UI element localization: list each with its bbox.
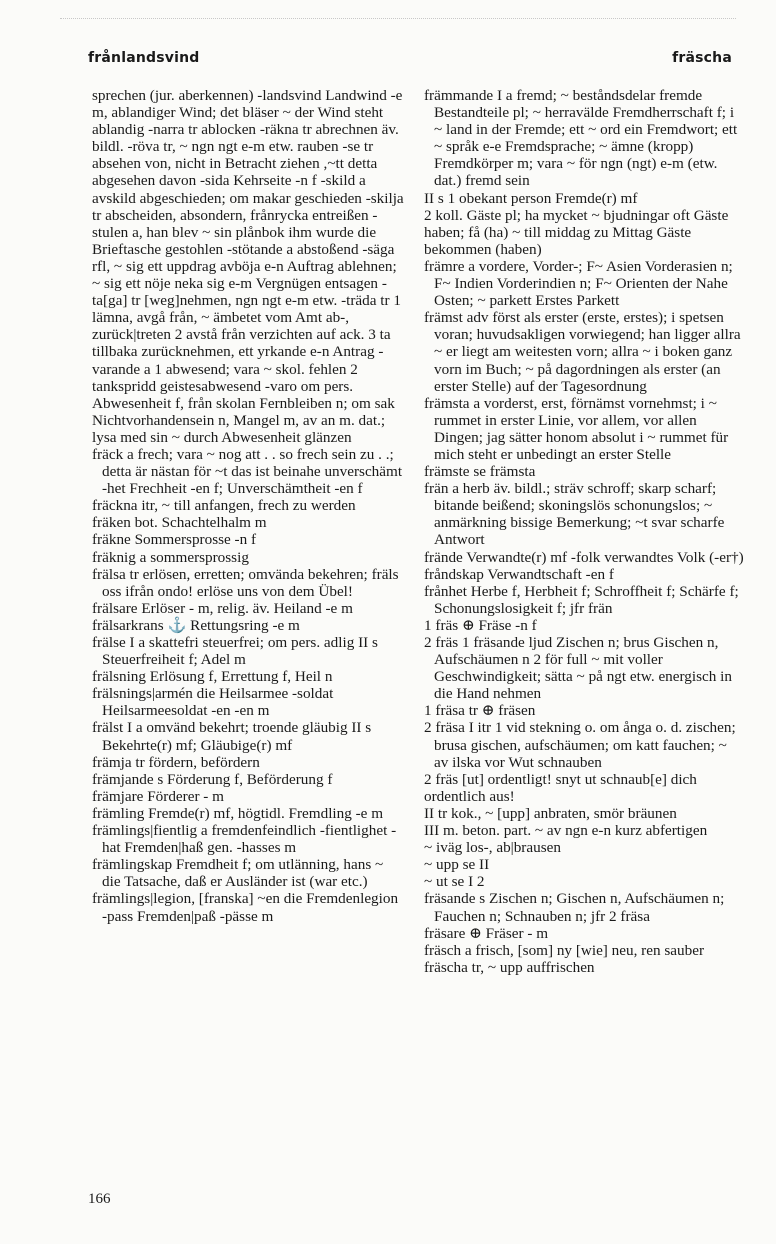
dictionary-entry: främling Fremde(r) mf, högtidl. Fremdling -e m [92,804,384,822]
dictionary-entry: främst adv först als erster (erste, erstes); i spetsen voran; huvudsakligen vorwiegend; han ligger allra ~ er liegt am weitesten vorn; allra ~ i boken ganz vorn im Buch; ~ på dagordningen als erster (an erster Stelle) auf der Tagesordnung [424,309,741,395]
right-column [424,87,744,976]
dictionary-entry: frånhet Herbe f, Herbheit f; Schroffheit f; Schärfe f; Schonungslosigkeit f; jfr frän [424,582,739,617]
dictionary-entry: främre a vordere, Vorder-; F~ Asien Vorderasien n; F~ Indien Vorderindien n; F~ Orienten der Nahe Osten; ~ parkett Erstes Parkett [424,257,733,310]
dictionary-subentry: 2 fräs [ut] ordentligt! snyt ut schnaub[e] dich ordentlich aus! [424,770,697,805]
dictionary-entry: 1 fräs ⊕ Fräse -n f [424,616,537,634]
dictionary-entry: 2 fräs 1 fräsande ljud Zischen n; brus Gischen n, Aufschäumen n 2 för full ~ mit voller Geschwindigkeit; sätta ~ på ngt etw. energisch in die Hand nehmen [424,634,732,703]
dictionary-entry: frälsarkrans ⚓ Rettungsring -e m [92,616,300,634]
dictionary-subentry: 2 koll. Gäste pl; ha mycket ~ bjudningar oft Gäste haben; få (ha) ~ till middag zu Mittag Gäste bekommen (haben) [424,206,729,258]
dictionary-entry: fräken bot. Schachtelhalm m [92,514,267,532]
top-rule [60,18,736,20]
dictionary-entry: fräknig a sommersprossig [92,548,249,566]
page-number: 166 [88,1191,111,1207]
dictionary-entry: främlings|fientlig a fremdenfeindlich -fientlighet -hat Fremden|haß gen. -hasses m [92,822,397,857]
dictionary-entry: främmande I a fremd; ~ beståndsdelar fremde Bestandteile pl; ~ herravälde Fremdherrschaft f; i ~ land in der Fremde; ett ~ ord ein Fremdwort; ett ~ språk e-e Fremdsprache; ~ ämne (kropp) Fremdkörper m; vara ~ för ngn (ngt) e-m (etw. dat.) fremd sein [424,87,738,190]
dictionary-entry: frälsnings|armén die Heilsarmee -soldat Heilsarmeesoldat -en -en m [92,685,334,720]
dictionary-entry: fräsande s Zischen n; Gischen n, Aufschäumen n; Fauchen n; Schnauben n; jfr 2 fräsa [424,890,725,925]
dictionary-entry: 2 fräsa I itr 1 vid stekning o. om ånga o. d. zischen; brusa gischen, aufschäumen; om katt fauchen; ~ av ilska vor Wut schnauben [424,719,736,771]
dictionary-entry: frälsa tr erlösen, erretten; omvända bekehren; fräls oss ifrån ondo! erlöse uns von dem Übel! [92,565,399,600]
dictionary-subentry: II tr kok., ~ [upp] anbraten, smör bräunen [424,804,677,822]
dictionary-subentry: ~ iväg los-, ab|brausen [424,839,561,857]
dictionary-entry: fräck a frech; vara ~ nog att . . so frech sein zu . .; detta är nästan för ~t das ist beinahe unverschämt -het Frechheit -en f; Unverschämtheit -en f [92,445,403,498]
dictionary-entry: frälse I a skattefri steuerfrei; om pers. adlig II s Steuerfreiheit f; Adel m [92,634,378,669]
right-running-headword: fräscha [672,50,732,66]
dictionary-entry: fräkne Sommersprosse -n f [92,531,257,549]
dictionary-subentry: ~ ut se I 2 [424,873,485,891]
dictionary-entry: frände Verwandte(r) mf -folk verwandtes Volk (-er†) [424,548,744,566]
dictionary-subentry: III m. beton. part. ~ av ngn e-n kurz abfertigen [424,822,708,840]
dictionary-entry: frälst I a omvänd bekehrt; troende gläubig II s Bekehrte(r) mf; Gläubige(r) mf [92,719,372,754]
dictionary-entry: sprechen (jur. aberkennen) -landsvind Landwind -e m, ablandiger Wind; det bläser ~ der Wind steht ablandig -narra tr ablocken -räkna tr abrechnen äv. bildl. -röva tr, ~ ngn ngt e-m etw. rauben -se tr absehen von, nicht in Betracht ziehen ,~tt detta abgesehen davon -sida Kehrseite -n f -skild a avskild abgeschieden; om makar geschieden -skilja tr abscheiden, absondern, frånrycka entreißen -stulen a, han blev ~ sin plånbok ihm wurde die Brieftasche gestohlen -stötande a abstoßend -säga rfl, ~ sig ett uppdrag avböja e-n Auftrag ablehnen; ~ sig ett nöje neka sig e-m Vergnügen entsagen -ta[ga] tr [weg]nehmen, ngn ngt e-m etw. -träda tr 1 lämna, avgå från, ~ ämbetet vom Amt ab-, zurück|treten 2 avstå från verzichten auf ack. 3 ta tillbaka zurücknehmen, ett yrkande e-n Antrag -varande a 1 abwesend; vara ~ skol. fehlen 2 tankspridd geistesabwesend -varo om pers. Abwesenheit f, från skolan Fernbleiben n; om sak Nichtvorhandensein n, Mangel m, av an m. dat.; lysa med sin ~ durch Abwesenheit glänzen [92,87,404,446]
dictionary-entry: främste se främsta [424,463,536,481]
dictionary-subentry: II s 1 obekant person Fremde(r) mf [424,189,638,207]
dictionary-entry: fräsch a frisch, [som] ny [wie] neu, ren sauber [424,941,705,959]
dictionary-entry: frälsning Erlösung f, Errettung f, Heil n [92,668,333,686]
dictionary-entry: främjare Förderer - m [92,787,224,805]
dictionary-entry: fråndskap Verwandtschaft -en f [424,565,614,583]
dictionary-entry: fräsare ⊕ Fräser - m [424,924,549,942]
dictionary-entry: fräscha tr, ~ upp auffrischen [424,958,595,976]
dictionary-entry: frän a herb äv. bildl.; sträv schroff; skarp scharf; bitande beißend; skoningslös schonungslos; ~ anmärkning bissige Bemerkung; ~t svar scharfe Antwort [424,480,725,549]
dictionary-subentry: ~ upp se II [424,856,490,874]
dictionary-entry: 1 fräsa tr ⊕ fräsen [424,702,536,720]
dictionary-entry: främsta a vorderst, erst, förnämst vornehmst; i ~ rummet in erster Linie, vor allem, vor allen Dingen; jag sätter honom absolut i ~ rummet für mich steht er unbedingt an erster Stelle [424,394,729,463]
dictionary-entry: frälsare Erlöser - m, relig. äv. Heiland -e m [92,599,353,617]
dictionary-entry: främjande s Förderung f, Beförderung f [92,770,333,788]
dictionary-entry: fräckna itr, ~ till anfangen, frech zu werden [92,497,356,515]
left-running-headword: frånlandsvind [88,50,200,66]
dictionary-entry: främlings|legion, [franska] ~en die Fremdenlegion -pass Fremden|paß -pässe m [92,890,399,925]
left-column [92,87,404,925]
dictionary-entry: främja tr fördern, befördern [92,753,260,771]
dictionary-entry: främlingskap Fremdheit f; om utlänning, hans ~ die Tatsache, daß er Ausländer ist (war etc.) [92,856,384,891]
